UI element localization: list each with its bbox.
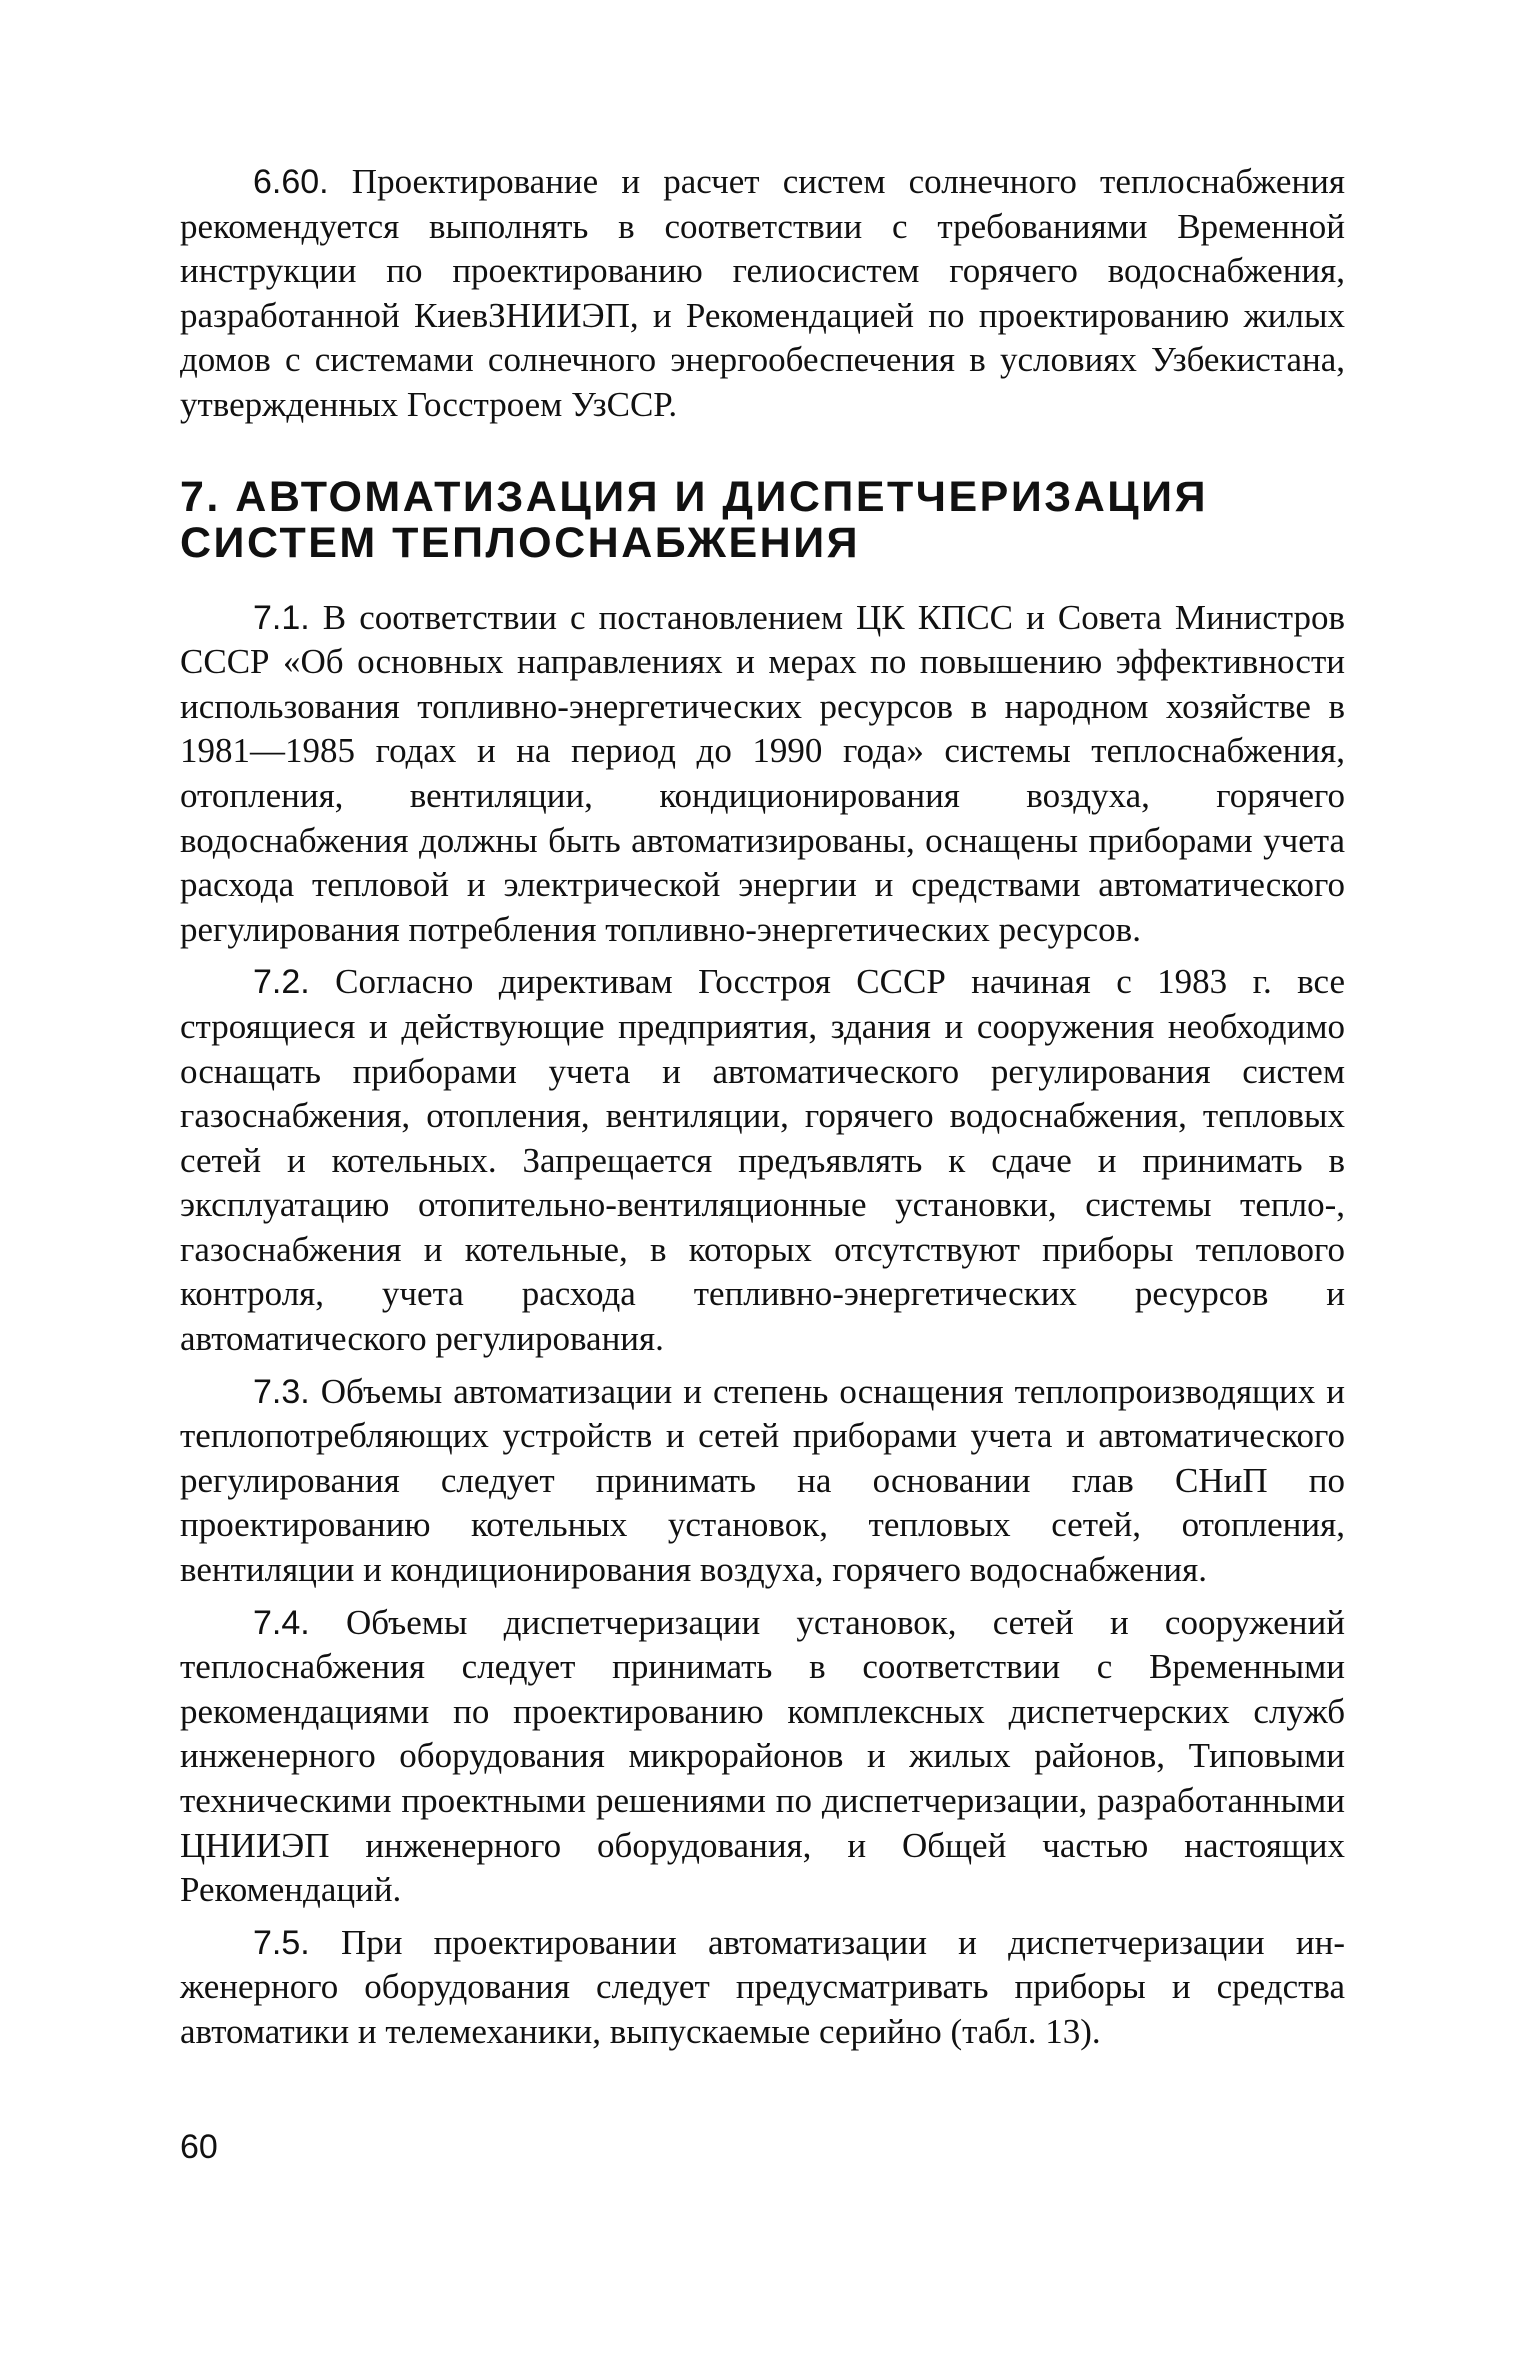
section-heading (180, 474, 1345, 566)
paragraph-text: В соответствии с постановлением ЦК КПСС и Совета Министров СССР «Об основных направлениях и мерах по повышению эффективности использования топливно-энергетических ресурсов в народном хозяйстве в 1981—1985 годах и на период до 1990 года» системы теплоснабжения, отопления, вентиляции, кондиционирования воздуха, горячего водоснабжения должны быть автоматизированы, оснащены приборами учета расхода тепловой и электрической энергии и средствами автоматического регулирования потребления топливно-энергетических ресурсов. (180, 597, 1346, 949)
paragraph-7-2 (180, 960, 1345, 1361)
paragraph-text: Согласно директивам Госстроя СССР начиная с 1983 г. все строящиеся и действующие предприятия, здания и сооружения необходимо оснащать приборами учета и автоматического регулирования систем газоснабжения, отопления, вентиляции, горячего водоснабжения, тепловых сетей и котельных. Запрещается предъявлять к сдаче и принимать в эксплуатацию отопительно-вентиляционные установки, системы тепло-, газоснабжения и котельные, в которых отсутствуют приборы теплового контроля, учета расхода тепливно-энергетических ресурсов и автоматического регулирования. (180, 962, 1346, 1359)
paragraph-7-1 (180, 596, 1345, 953)
paragraph-text: Проектирование и расчет систем солнечного теплоснабжения рекомендуется выполнять в соответствии с требованиями Временной инструкции по проектированию гелиосистем горячего водоснабжения, разработанной КиевЗНИИЭП, и Рекомендацией по проектированию жилых домов с системами солнечного энергообеспечения в условиях Узбекистана, утвержденных Госстроем УзССР. (180, 162, 1346, 424)
page-number: 60 (180, 2128, 218, 2166)
paragraph-7-5 (180, 1921, 1345, 2055)
paragraph-7-4 (180, 1601, 1345, 1913)
section-heading-line-1: 7. АВТОМАТИЗАЦИЯ И ДИСПЕТЧЕРИЗАЦИЯ (180, 472, 1208, 521)
paragraph-number: 6.60. (253, 163, 329, 201)
paragraph-text: При проектировании автоматизации и диспетчеризации инженерного оборудования следует предусматривать приборы и средства автоматики и телемеханики, выпускаемые серийно (табл. 13). (180, 1922, 1346, 2051)
paragraph-number: 7.3. (253, 1372, 310, 1411)
paragraph-number: 7.1. (253, 598, 310, 637)
paragraph-text: Объемы автоматизации и степень оснащения теплопроизводящих и теплопотребляющих устройств и сетей приборами учета и автоматического регулирования следует принимать на основании глав СНиП по проектированию котельных установок, тепловых сетей, отопления, вентиляции и кондиционирования воздуха, горячего водоснабжения. (180, 1371, 1345, 1590)
paragraph-number: 7.2. (253, 963, 310, 1002)
page-content (180, 160, 1345, 2063)
paragraph-6-60 (180, 160, 1345, 428)
paragraph-7-3 (180, 1370, 1345, 1593)
paragraph-text: Объемы диспетчеризации установок, сетей и сооружений теплоснабжения следует принимать в соответствии с Временными рекомендациями по проектированию комплексных диспетчерских служб инженерного оборудования микрорайонов и жилых районов, Типовыми техническими проектными решениями по диспетчеризации, разработанными ЦНИИЭП инженерного оборудования, и Общей частью настоящих Рекомендаций. (180, 1602, 1345, 1910)
paragraph-number: 7.5. (253, 1923, 310, 1962)
section-heading-line-2: СИСТЕМ ТЕПЛОСНАБЖЕНИЯ (180, 518, 861, 567)
paragraph-number: 7.4. (253, 1603, 310, 1642)
